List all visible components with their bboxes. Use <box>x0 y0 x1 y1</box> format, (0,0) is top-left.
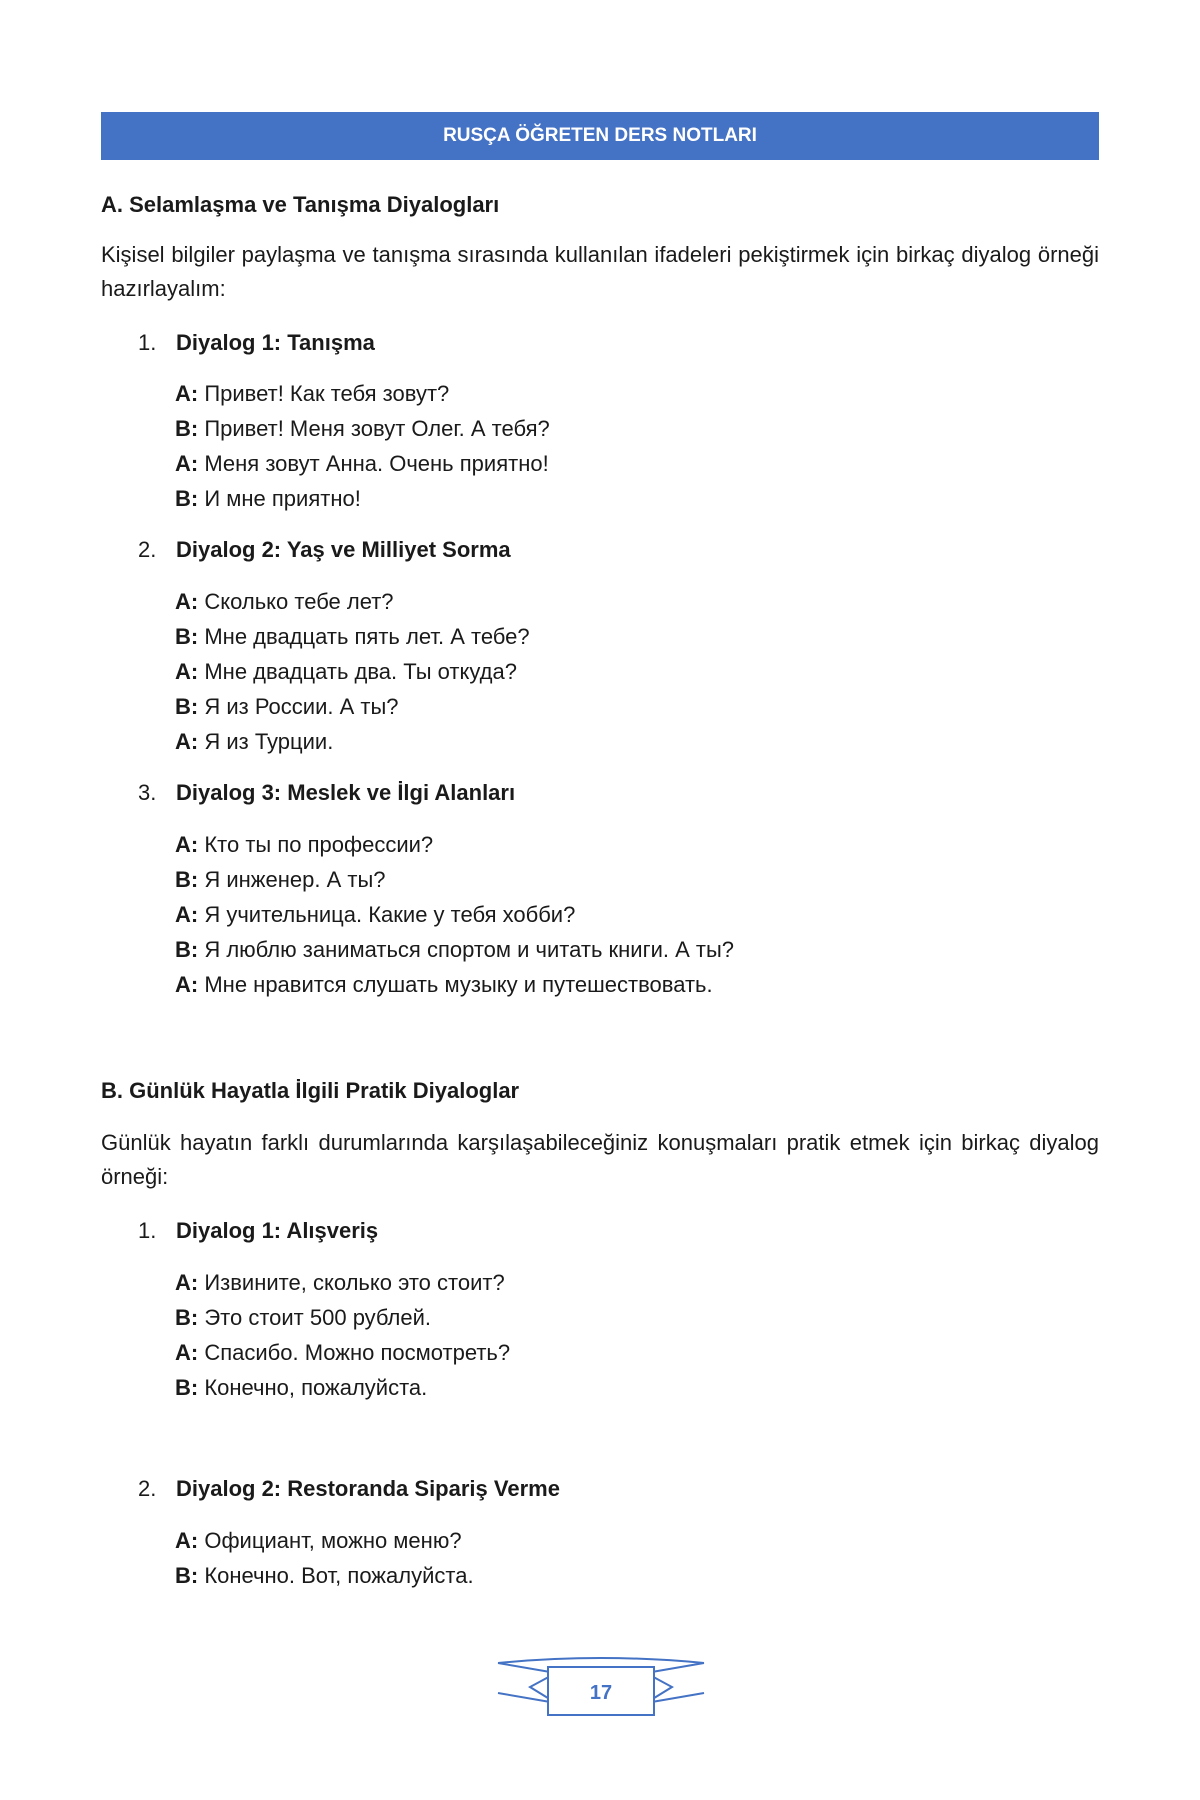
dialog-heading <box>138 537 511 563</box>
dialog-title: Diyalog 2: Restoranda Sipariş Verme <box>176 1476 560 1501</box>
section-a-title: A. Selamlaşma ve Tanışma Diyalogları <box>101 192 500 217</box>
page-number-ribbon <box>496 1655 706 1721</box>
line-text: Сколько тебе лет? <box>204 589 394 614</box>
speaker-label: A: <box>175 589 199 614</box>
speaker-label: A: <box>175 972 199 997</box>
speaker-label: A: <box>175 1528 199 1553</box>
dialog-number: 2. <box>138 1476 157 1501</box>
speaker-label: A: <box>175 659 199 684</box>
dialog-heading <box>138 1476 560 1502</box>
dialog-line <box>175 451 549 477</box>
dialog-title: Diyalog 2: Yaş ve Milliyet Sorma <box>176 537 511 562</box>
dialog-number: 1. <box>138 330 157 355</box>
line-text: Мне двадцать пять лет. А тебе? <box>204 624 530 649</box>
section-a-intro: Kişisel bilgiler paylaşma ve tanışma sırasında kullanılan ifadeleri pekiştirmek için birkaç diyalog örneği hazırlayalım: <box>101 242 1099 301</box>
dialog-number: 1. <box>138 1218 157 1243</box>
dialog-line <box>175 867 386 893</box>
dialog-line <box>175 1563 474 1589</box>
speaker-label: A: <box>175 832 199 857</box>
dialog-number: 3. <box>138 780 157 805</box>
speaker-label: B: <box>175 694 199 719</box>
line-text: Привет! Меня зовут Олег. А тебя? <box>204 416 550 441</box>
dialog-line <box>175 1340 510 1366</box>
speaker-label: A: <box>175 729 199 754</box>
dialog-line <box>175 729 333 755</box>
line-text: Мне двадцать два. Ты откуда? <box>204 659 517 684</box>
dialog-line <box>175 416 550 442</box>
line-text: Официант, можно меню? <box>204 1528 462 1553</box>
dialog-line <box>175 659 517 685</box>
line-text: Меня зовут Анна. Очень приятно! <box>204 451 549 476</box>
line-text: Привет! Как тебя зовут? <box>204 381 450 406</box>
line-text: Кто ты по профессии? <box>204 832 434 857</box>
page-header-title: RUSÇA ÖĞRETEN DERS NOTLARI <box>443 125 757 146</box>
speaker-label: B: <box>175 416 199 441</box>
line-text: Я из России. А ты? <box>204 694 399 719</box>
dialog-line <box>175 589 394 615</box>
page-header-bar <box>101 112 1099 160</box>
speaker-label: B: <box>175 486 199 511</box>
speaker-label: A: <box>175 1340 199 1365</box>
line-text: Конечно. Вот, пожалуйста. <box>204 1563 474 1588</box>
line-text: Спасибо. Можно посмотреть? <box>204 1340 511 1365</box>
dialog-heading <box>138 780 515 806</box>
dialog-line <box>175 381 449 407</box>
dialog-heading <box>138 1218 378 1244</box>
line-text: Извините, сколько это стоит? <box>204 1270 505 1295</box>
section-b-title: B. Günlük Hayatla İlgili Pratik Diyaloglar <box>101 1078 520 1103</box>
dialog-line <box>175 624 530 650</box>
dialog-line <box>175 1375 427 1401</box>
dialog-heading <box>138 330 375 356</box>
line-text: Я инженер. А ты? <box>204 867 386 892</box>
dialog-title: Diyalog 1: Tanışma <box>176 330 375 355</box>
dialog-line <box>175 902 575 928</box>
speaker-label: B: <box>175 1563 199 1588</box>
speaker-label: B: <box>175 624 199 649</box>
line-text: И мне приятно! <box>204 486 361 511</box>
dialog-line <box>175 1528 462 1554</box>
line-text: Я учительница. Какие у тебя хобби? <box>204 902 576 927</box>
speaker-label: A: <box>175 451 199 476</box>
dialog-title: Diyalog 3: Meslek ve İlgi Alanları <box>176 780 516 805</box>
dialog-title: Diyalog 1: Alışveriş <box>176 1218 379 1243</box>
dialog-line <box>175 937 734 963</box>
line-text: Я люблю заниматься спортом и читать книги. А ты? <box>204 937 735 962</box>
speaker-label: A: <box>175 902 199 927</box>
dialog-line <box>175 1305 431 1331</box>
dialog-line <box>175 694 399 720</box>
speaker-label: B: <box>175 1375 199 1400</box>
dialog-line <box>175 486 361 512</box>
dialog-line <box>175 972 713 998</box>
speaker-label: A: <box>175 1270 199 1295</box>
line-text: Конечно, пожалуйста. <box>204 1375 428 1400</box>
line-text: Мне нравится слушать музыку и путешествовать. <box>204 972 713 997</box>
line-text: Это стоит 500 рублей. <box>204 1305 432 1330</box>
speaker-label: B: <box>175 1305 199 1330</box>
speaker-label: B: <box>175 937 199 962</box>
line-text: Я из Турции. <box>204 729 334 754</box>
dialog-line <box>175 1270 505 1296</box>
page-number: 17 <box>589 1682 613 1704</box>
speaker-label: A: <box>175 381 199 406</box>
dialog-line <box>175 832 433 858</box>
speaker-label: B: <box>175 867 199 892</box>
dialog-number: 2. <box>138 537 157 562</box>
section-b-intro: Günlük hayatın farklı durumlarında karşılaşabileceğiniz konuşmaları pratik etmek için birkaç diyalog örneği: <box>101 1130 1099 1189</box>
